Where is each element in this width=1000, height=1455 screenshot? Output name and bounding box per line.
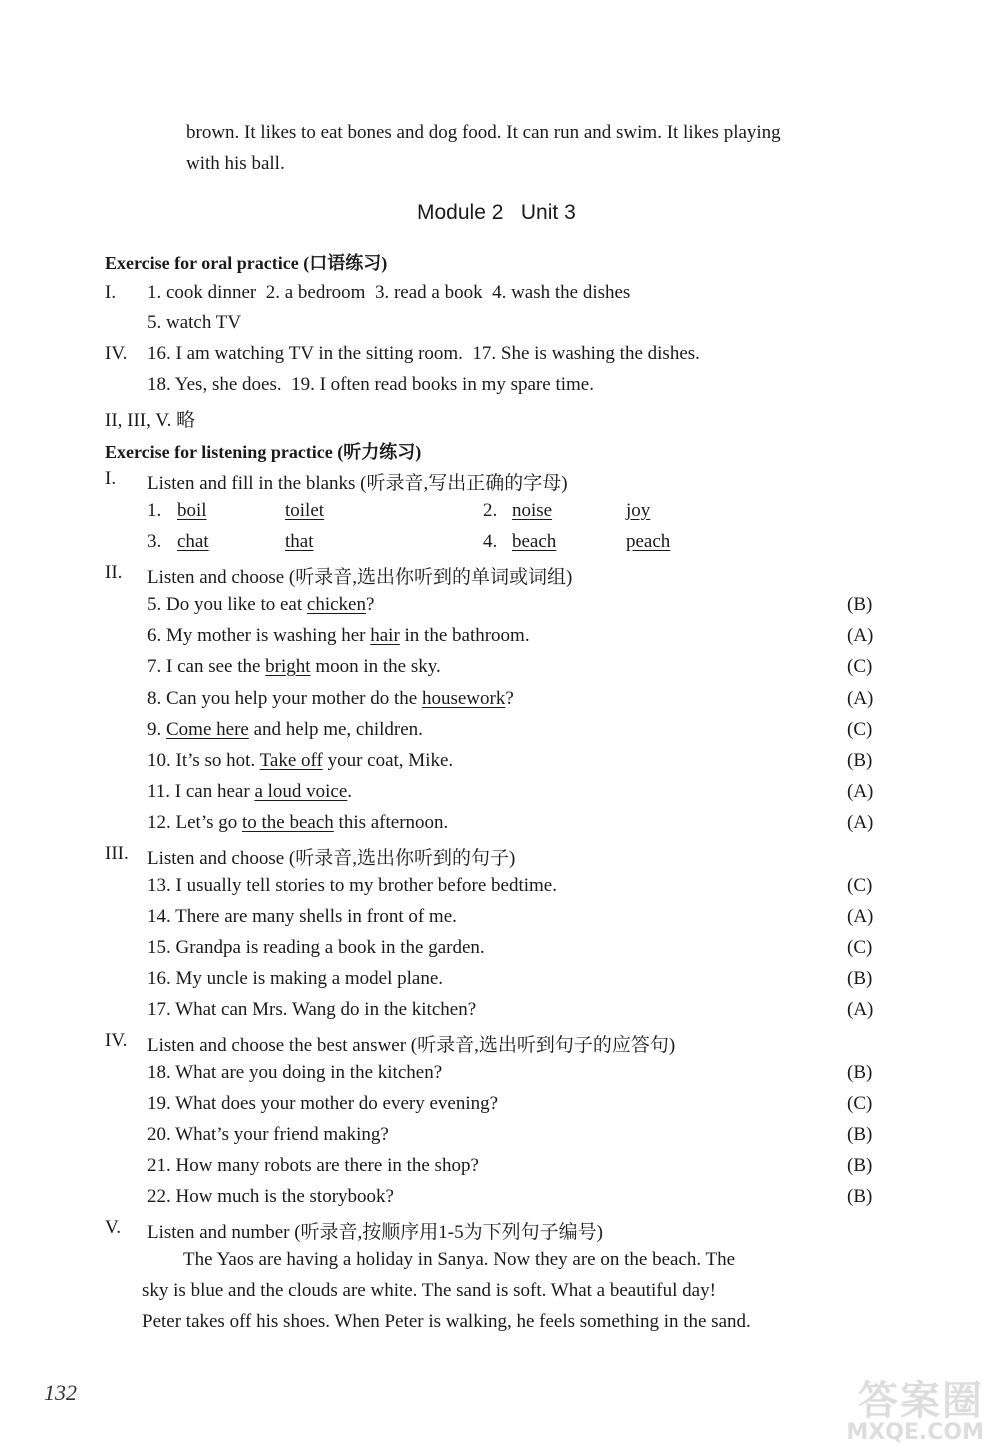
question-row — [147, 968, 927, 990]
question-row — [147, 1062, 927, 1084]
section-v-number: V. — [105, 1217, 122, 1238]
question-text: 17. What can Mrs. Wang do in the kitchen? — [147, 999, 477, 1020]
question-underlined: Come here — [166, 719, 249, 740]
passage-line-2: sky is blue and the clouds are white. The sand is soft. What a beautiful day! — [142, 1280, 716, 1301]
answer-choice: (B) — [847, 750, 873, 771]
question-row — [147, 594, 927, 616]
question-row — [147, 688, 927, 710]
blank-word-text: beach — [512, 531, 557, 552]
section-iv-title: Listen and choose the best answer (听录音,选出听到句子的应答句) — [147, 1035, 676, 1056]
question-text: 22. How much is the storybook? — [147, 1186, 394, 1207]
question-underlined: Take off — [259, 750, 323, 771]
blank-word — [285, 500, 324, 522]
passage-line-1: The Yaos are having a holiday in Sanya. Now they are on the beach. The — [183, 1249, 736, 1270]
question-text: moon in the sky. — [310, 656, 441, 677]
oral-iv-line-1: 16. I am watching TV in the sitting room. 17. She is washing the dishes. — [147, 343, 700, 364]
question-text: in the bathroom. — [399, 625, 530, 646]
blank-word — [626, 531, 670, 553]
oral-skip-note: II, III, V. 略 — [105, 410, 196, 431]
answer-choice: (A) — [847, 906, 874, 927]
blank-number-2: 2. — [483, 500, 498, 521]
question-text: 19. What does your mother do every evening? — [147, 1093, 499, 1114]
answer-choice: (A) — [847, 625, 874, 646]
question-row — [147, 656, 927, 678]
answer-choice: (C) — [847, 875, 873, 896]
blank-word-text: that — [285, 531, 314, 552]
question-text: 12. Let’s go — [147, 812, 242, 833]
answer-choice: (A) — [847, 999, 874, 1020]
question-text: 8. Can you help your mother do the — [147, 688, 422, 709]
blank-word-text: peach — [626, 531, 671, 552]
section-ii-number: II. — [105, 562, 123, 583]
answer-choice: (B) — [847, 1186, 873, 1207]
question-text: 5. Do you like to eat — [147, 594, 307, 615]
question-text: 16. My uncle is making a model plane. — [147, 968, 444, 989]
question-text: 18. What are you doing in the kitchen? — [147, 1062, 443, 1083]
blank-number-4: 4. — [483, 531, 498, 552]
question-text: ? — [365, 594, 375, 615]
question-row — [147, 1093, 927, 1115]
question-text: your coat, Mike. — [322, 750, 454, 771]
question-row — [147, 1124, 927, 1146]
passage-line-3: Peter takes off his shoes. When Peter is walking, he feels something in the sand. — [142, 1311, 751, 1332]
question-row — [147, 625, 927, 647]
answer-choice: (C) — [847, 719, 873, 740]
question-row — [147, 812, 927, 834]
section-v-title: Listen and number (听录音,按顺序用1-5为下列句子编号) — [147, 1222, 603, 1243]
blank-word-text: boil — [177, 500, 207, 521]
blank-word — [177, 500, 207, 522]
blank-word — [512, 500, 552, 522]
section-iii-title: Listen and choose (听录音,选出你听到的句子) — [147, 848, 516, 869]
listening-heading: Exercise for listening practice (听力练习) — [105, 442, 422, 462]
question-underlined: a loud voice — [254, 781, 348, 802]
blank-word-text: toilet — [285, 500, 325, 521]
section-ii-title: Listen and choose (听录音,选出你听到的单词或词组) — [147, 567, 573, 588]
blank-word — [626, 500, 650, 522]
question-text: . — [347, 781, 353, 802]
question-text: and help me, children. — [248, 719, 423, 740]
blank-number-1: 1. — [147, 500, 162, 521]
answer-choice: (C) — [847, 1093, 873, 1114]
answer-choice: (B) — [847, 1124, 873, 1145]
question-text: 7. I can see the — [147, 656, 266, 677]
question-text: ? — [505, 688, 514, 709]
blank-word — [177, 531, 209, 553]
answer-choice: (C) — [847, 656, 873, 677]
question-row — [147, 906, 927, 928]
question-text: 14. There are many shells in front of me. — [147, 906, 457, 927]
question-text: 15. Grandpa is reading a book in the garden. — [147, 937, 485, 958]
page-number: 132 — [44, 1380, 77, 1405]
section-iv-number: IV. — [105, 1030, 128, 1051]
question-row — [147, 719, 927, 741]
question-row — [147, 937, 927, 959]
oral-heading: Exercise for oral practice (口语练习) — [105, 253, 388, 273]
question-underlined: hair — [370, 625, 400, 646]
blank-word-text: chat — [177, 531, 209, 552]
question-underlined: chicken — [306, 594, 366, 615]
blank-word-text: noise — [512, 500, 553, 521]
question-underlined: bright — [265, 656, 311, 677]
blank-word — [285, 531, 314, 553]
blank-word-text: joy — [626, 500, 651, 521]
question-row — [147, 999, 927, 1021]
answer-choice: (A) — [847, 688, 874, 709]
question-underlined: housework — [421, 688, 506, 709]
question-text: 21. How many robots are there in the shop? — [147, 1155, 479, 1176]
answer-choice: (B) — [847, 594, 873, 615]
answer-choice: (C) — [847, 937, 873, 958]
question-text: this afternoon. — [333, 812, 449, 833]
question-row — [147, 750, 927, 772]
question-text: 13. I usually tell stories to my brother before bedtime. — [147, 875, 557, 896]
question-row — [147, 875, 927, 897]
section-i-number: I. — [105, 468, 117, 489]
blank-number-3: 3. — [147, 531, 162, 552]
page-title: Module 2 Unit 3 — [417, 201, 576, 224]
question-text: 11. I can hear — [147, 781, 255, 802]
blank-word — [512, 531, 556, 553]
oral-i-line-1: 1. cook dinner 2. a bedroom 3. read a book 4. wash the dishes — [147, 282, 631, 303]
intro-line-2: with his ball. — [186, 153, 285, 174]
watermark-site-text: MXQE.COM — [846, 1420, 984, 1445]
watermark-logo-text: 答案圈 — [858, 1378, 984, 1424]
question-row — [147, 781, 927, 803]
answer-choice: (B) — [847, 968, 873, 989]
oral-iv-number: IV. — [105, 343, 128, 364]
question-row — [147, 1155, 927, 1177]
question-text: 10. It’s so hot. — [147, 750, 260, 771]
answer-choice: (B) — [847, 1062, 873, 1083]
oral-i-number: I. — [105, 282, 117, 303]
oral-iv-line-2: 18. Yes, she does. 19. I often read books in my spare time. — [147, 374, 594, 395]
watermark-logo — [820, 1367, 990, 1447]
question-text: 9. — [147, 719, 166, 740]
question-underlined: to the beach — [242, 812, 334, 833]
section-iii-number: III. — [105, 843, 129, 864]
answer-choice: (B) — [847, 1155, 873, 1176]
oral-i-line-2: 5. watch TV — [147, 312, 242, 333]
question-text: 6. My mother is washing her — [147, 625, 371, 646]
answer-choice: (A) — [847, 812, 874, 833]
question-row — [147, 1186, 927, 1208]
intro-line-1: brown. It likes to eat bones and dog food. It can run and swim. It likes playing — [186, 122, 781, 143]
question-text: 20. What’s your friend making? — [147, 1124, 389, 1145]
answer-choice: (A) — [847, 781, 874, 802]
section-i-title: Listen and fill in the blanks (听录音,写出正确的字母) — [147, 473, 568, 494]
